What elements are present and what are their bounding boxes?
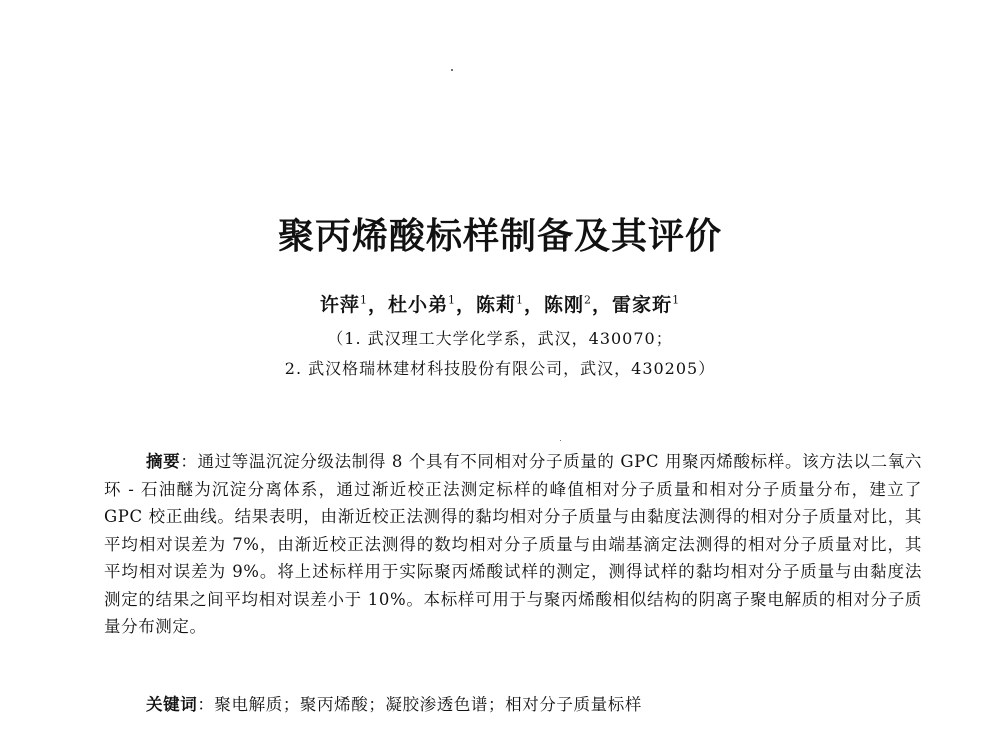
paper-title: 聚丙烯酸标样制备及其评价 [277,215,722,257]
scan-speck [560,440,561,441]
affiliation-marker: 2 [584,293,593,307]
scan-speck [451,69,453,71]
affiliation-line-2: 2. 武汉格瑞林建材科技股份有限公司，武汉，430205） [284,359,716,378]
author-separator: ， [592,294,613,316]
author: 陈莉$^1$ [475,293,524,316]
affiliation-marker: 1 [359,293,368,307]
author-separator: ， [455,294,476,316]
keywords-text: 聚电解质；聚丙烯酸；凝胶渗透色谱；相对分子质量标样 [214,695,642,714]
author: 雷家珩$^1$ [612,293,681,316]
author-list [0,290,1000,317]
abstract-text: 通过等温沉淀分级法制得 8 个具有不同相对分子质量的 GPC 用聚丙烯酸标样。该方法以二氧六环 - 石油醚为沉淀分离体系，通过渐近校正法测定标样的峰值相对分子质量和相对分子质量分布，建立了 GPC 校正曲线。结果表明，由渐近校正法测得的黏均相对分子质量与由黏度法测得的相对分子质量对比，其平均相对误差为 7%，由渐近校正法测得的数均相对分子质量与由端基滴定法测得的相对分子质量对比，其平均相对误差为 9%。将上述标样用于实际聚丙烯酸试样的测定，测得试样的黏均相对分子质量与由黏度法测定的结果之间平均相对误差小于 10%。本标样可用于与聚丙烯酸相似结构的阴离子聚电解质的相对分子质量分布测定。 [104,452,923,636]
keywords-line [146,691,922,715]
affiliation-marker: 1 [447,293,456,307]
author-separator: ， [524,294,545,316]
keywords-label: 关键词 [146,695,198,714]
affiliation-marker: 1 [672,293,681,307]
abstract-paragraph [104,448,922,641]
affiliation-line-1: （1. 武汉理工大学化学系，武汉，430070； [327,329,673,348]
abstract-label: 摘要 [146,452,181,471]
author: 陈刚$^2$ [544,293,593,316]
author: 许萍$^1$ [319,293,368,316]
author: 杜小弟$^1$ [387,293,456,316]
author-separator: ， [367,294,388,316]
abstract-colon: ： [180,452,198,471]
affiliation-marker: 1 [516,293,524,307]
keywords-colon: ： [197,695,215,714]
